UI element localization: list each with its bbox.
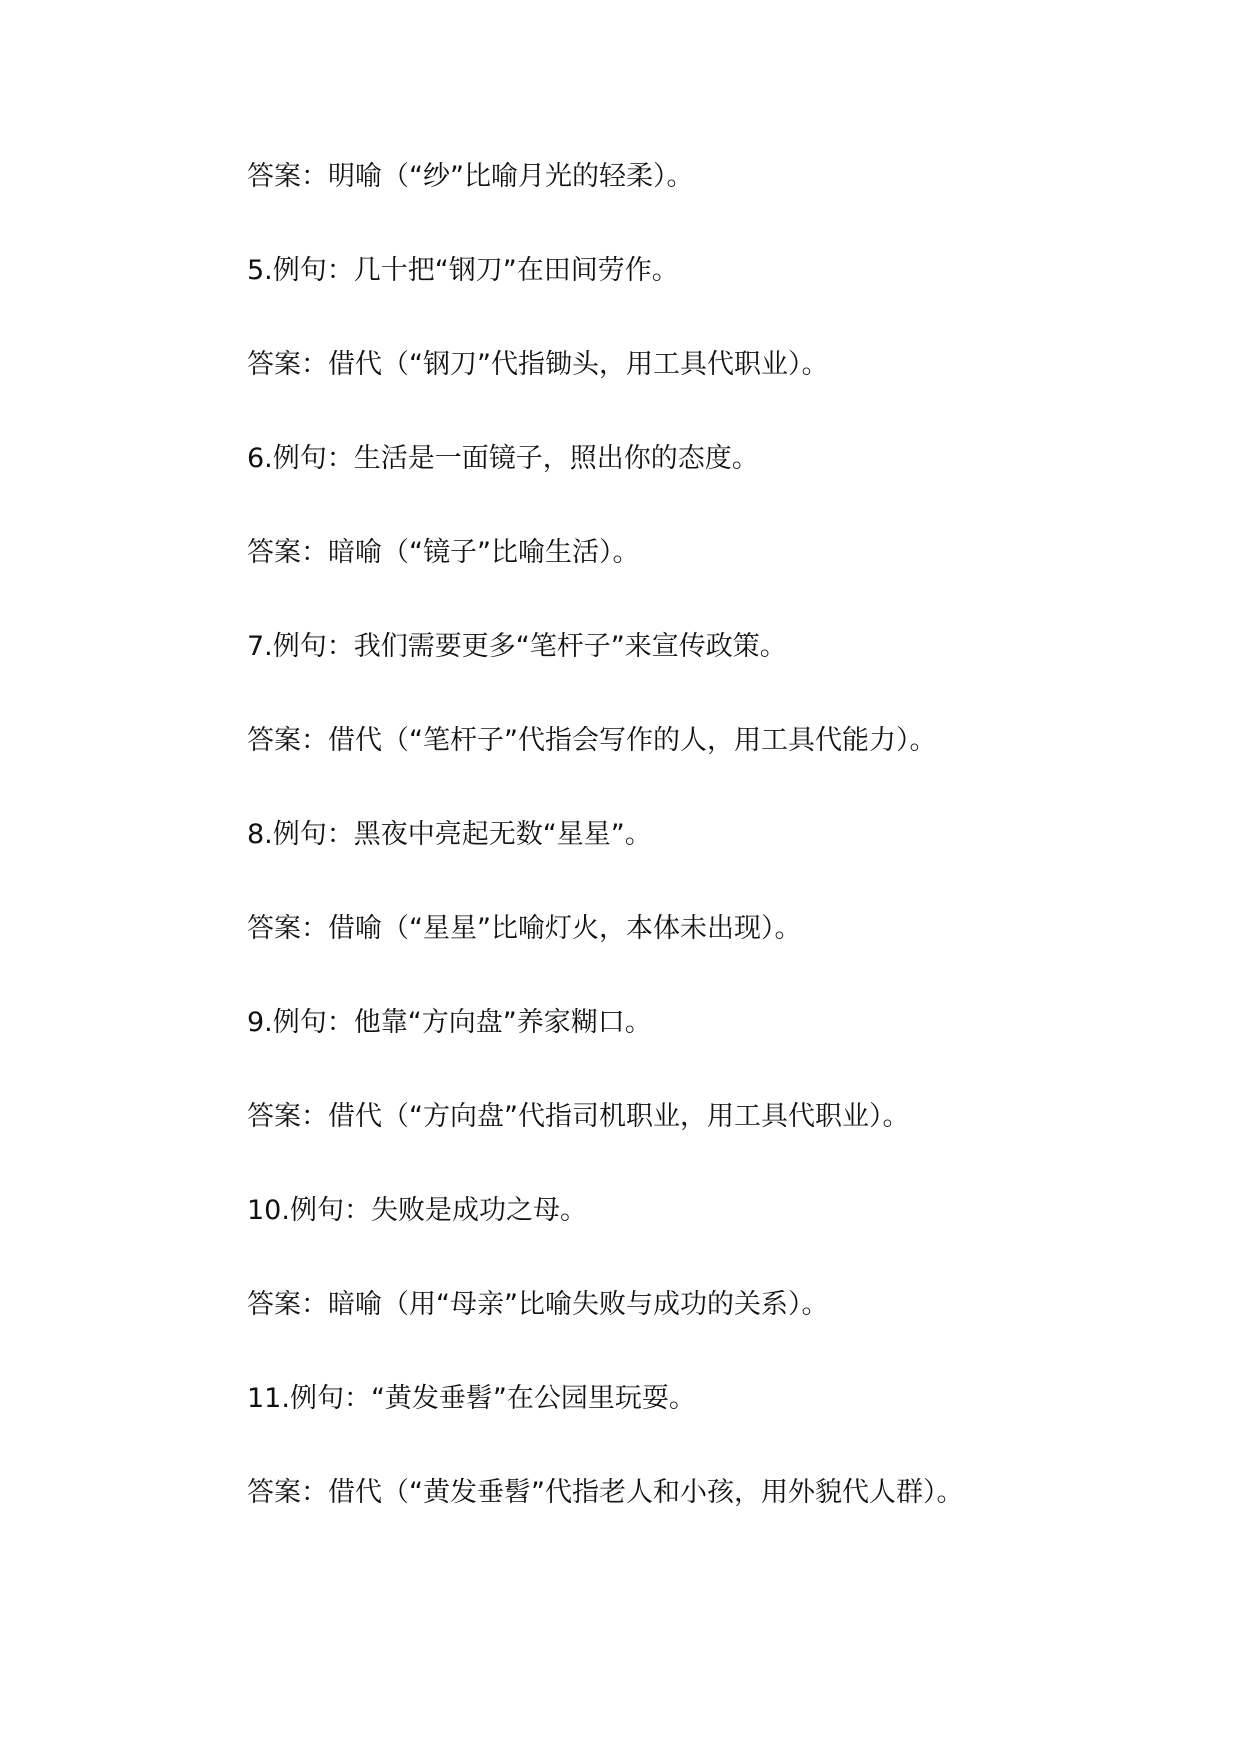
answer-line-4: 答案：明喻（“纱”比喻月光的轻柔）。 [247,161,694,192]
answer-line-9: 答案：借代（“方向盘”代指司机职业，用工具代职业）。 [247,1101,910,1132]
example-line-5: 5.例句：几十把“钢刀”在田间劳作。 [247,255,679,286]
answer-line-5: 答案：借代（“钢刀”代指锄头，用工具代职业）。 [247,349,829,380]
answer-line-6: 答案：暗喻（“镜子”比喻生活）。 [247,537,640,568]
answer-line-7: 答案：借代（“笔杆子”代指会写作的人，用工具代能力）。 [247,725,937,756]
example-line-9: 9.例句：他靠“方向盘”养家糊口。 [247,1007,652,1038]
answer-line-11: 答案：借代（“黄发垂髫”代指老人和小孩，用外貌代人群）。 [247,1477,964,1508]
document-body [247,160,1147,1570]
example-line-7: 7.例句：我们需要更多“笔杆子”来宣传政策。 [247,631,787,662]
example-line-10: 10.例句：失败是成功之母。 [247,1195,587,1226]
example-line-8: 8.例句：黑夜中亮起无数“星星”。 [247,819,652,850]
example-line-11: 11.例句：“黄发垂髫”在公园里玩耍。 [247,1383,696,1414]
answer-line-8: 答案：借喻（“星星”比喻灯火，本体未出现）。 [247,913,802,944]
example-line-6: 6.例句：生活是一面镜子，照出你的态度。 [247,443,759,474]
answer-line-10: 答案：暗喻（用“母亲”比喻失败与成功的关系）。 [247,1289,829,1320]
